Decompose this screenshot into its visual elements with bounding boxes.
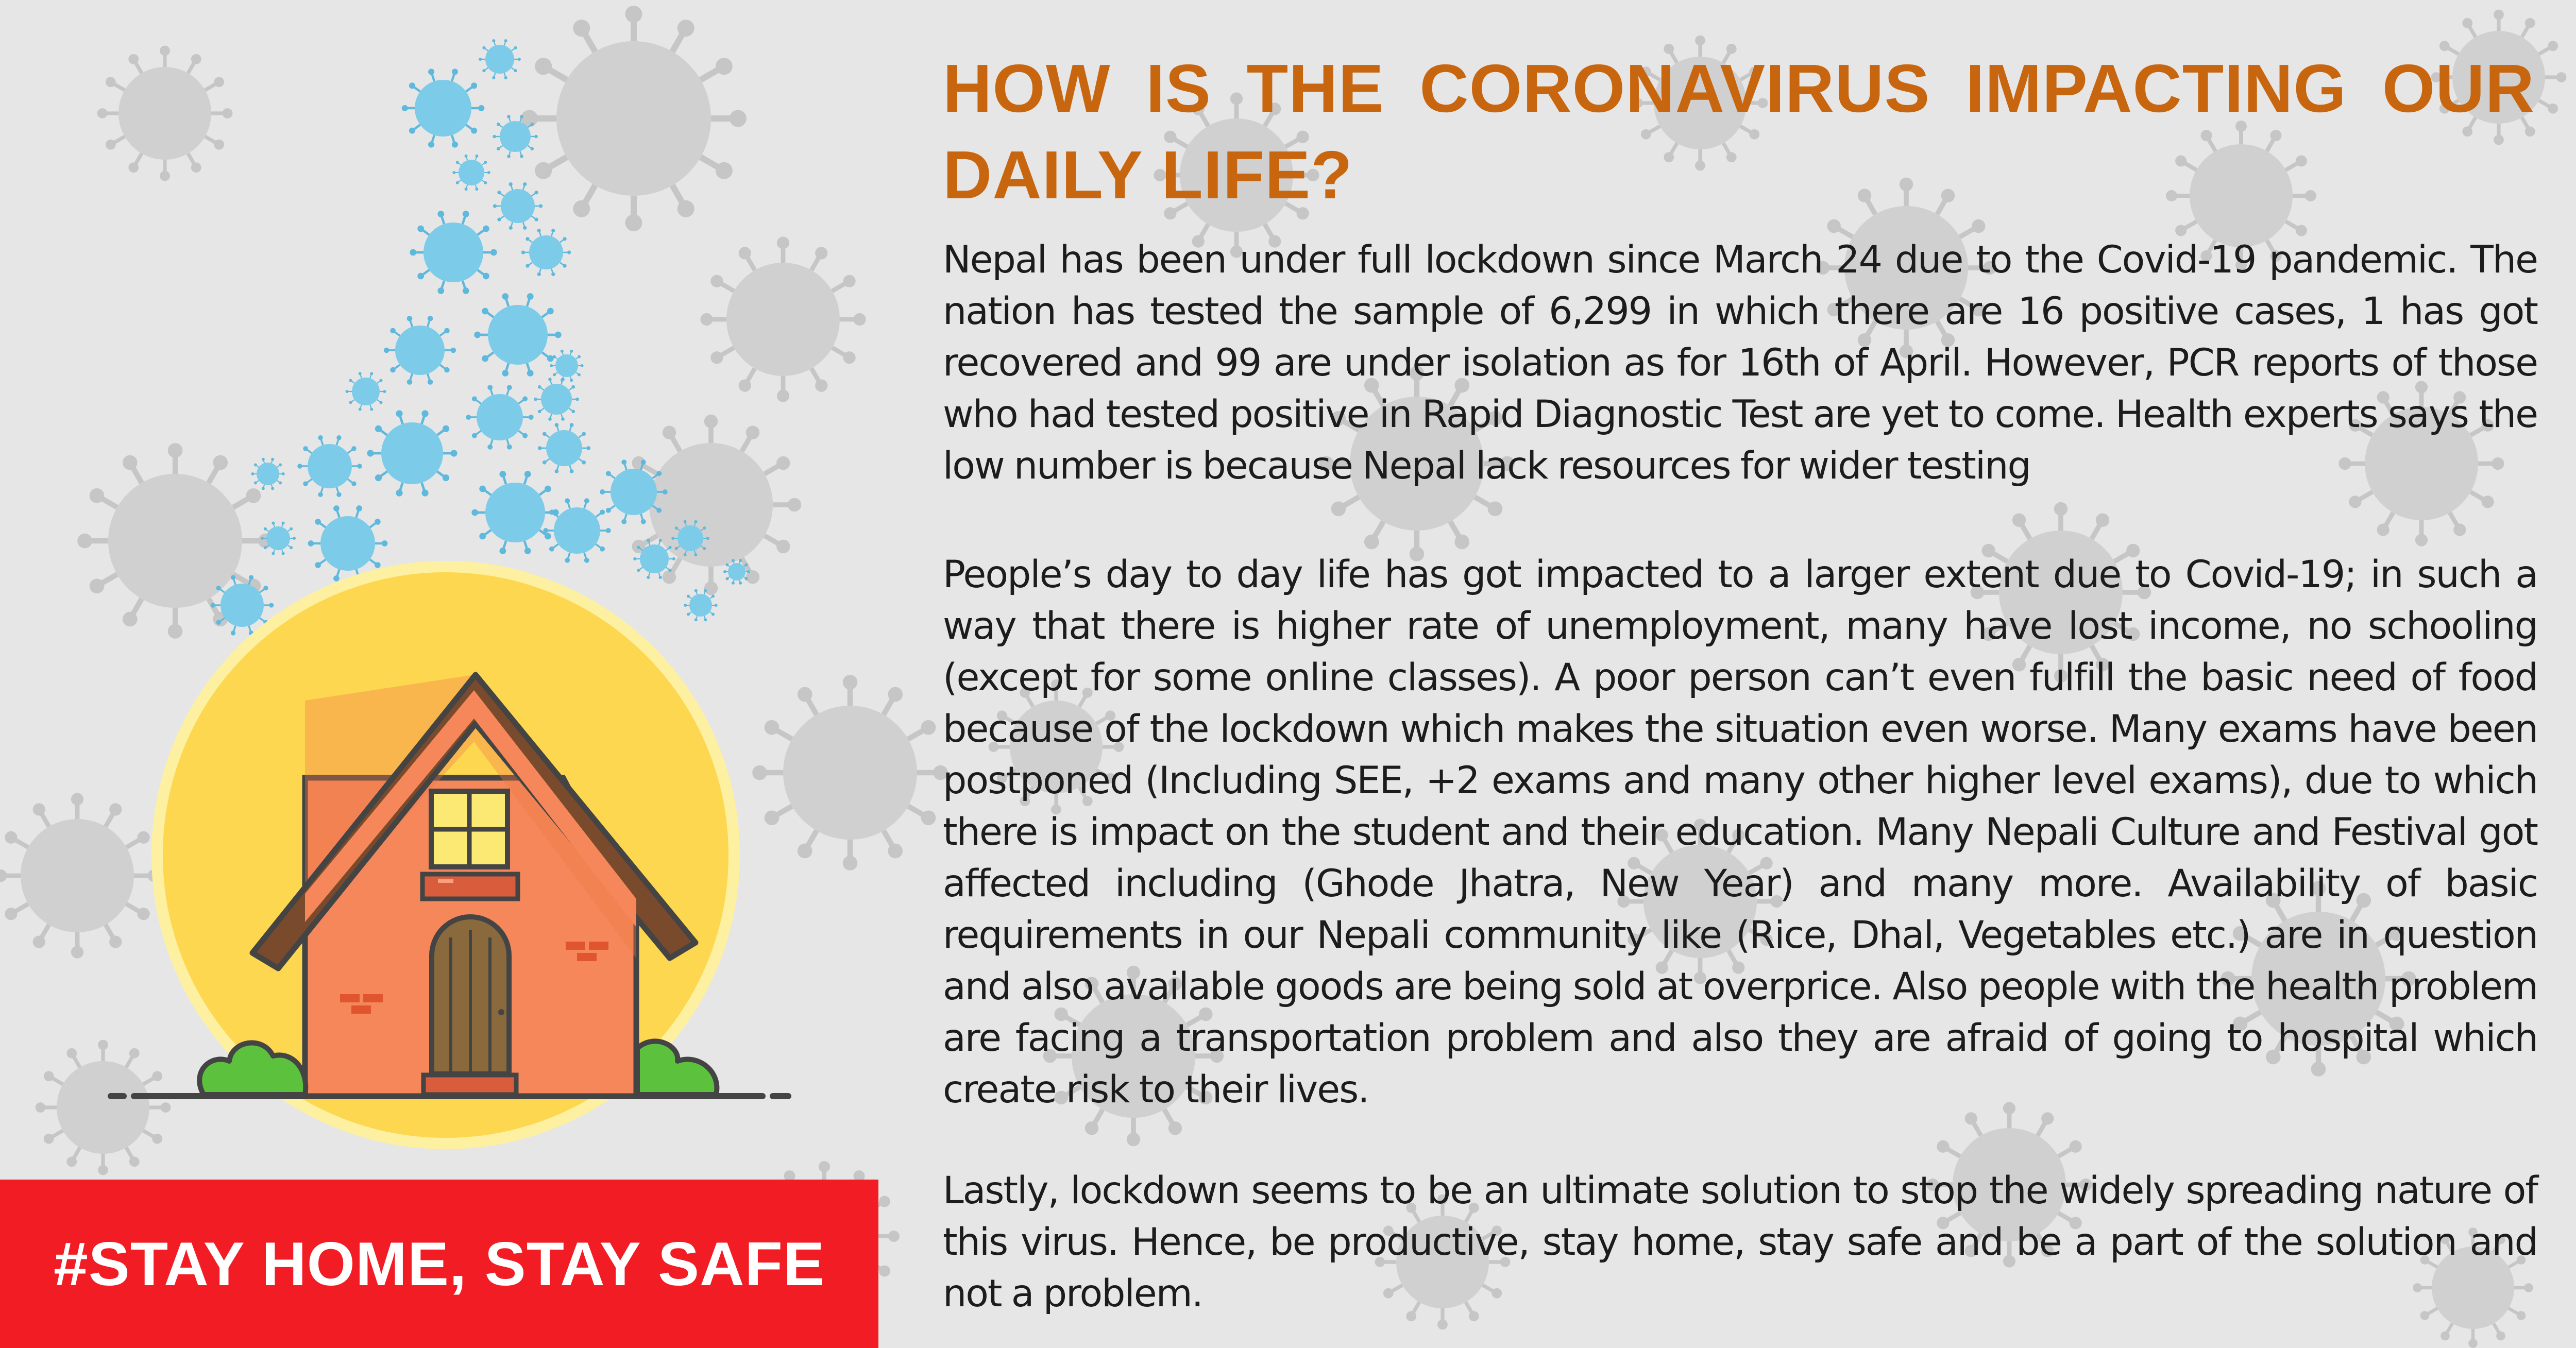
virus-icon xyxy=(534,378,579,421)
virus-icon xyxy=(346,372,386,411)
virus-icon xyxy=(452,155,490,191)
virus-icon xyxy=(671,520,709,556)
virus-icon xyxy=(251,458,284,490)
virus-icon xyxy=(493,115,538,158)
paragraph-conclusion: Lastly, lockdown seems to be an ultimate solution to stop the widely spreading nature of this virus. Hence, be productive, stay home, stay safe and be a part of the solution and not a problem. xyxy=(943,1169,2537,1316)
house-illustration xyxy=(0,0,886,1180)
virus-icon xyxy=(493,182,543,230)
virus-icon xyxy=(479,39,521,79)
virus-icon xyxy=(600,459,667,524)
virus-icon xyxy=(384,316,456,385)
page-title: HOW IS THE CORONAVIRUS IMPACTING OUR DAILY LIFE? xyxy=(943,50,2535,213)
virus-icon xyxy=(550,350,583,382)
floating-virus-icons xyxy=(211,39,750,636)
virus-icon xyxy=(471,471,558,554)
virus-icon xyxy=(684,589,717,621)
virus-icon xyxy=(474,293,561,377)
virus-icon xyxy=(633,539,675,579)
virus-icon xyxy=(543,498,611,562)
paragraph-daily-life-impact: People’s day to day life has got impacted to a larger extent due to Covid-19; in such a way that there is higher rate of unemployment, many have lost income, no schooling (except for some online classes). A poor person can’t even fulfill the basic need of food because of the lockdown which makes the situation even worse. Many exams have been postponed (Including SEE, +2 exams and many other higher level exams), due to which there is impact on the student and their education. Many Nepali Culture and Festival got affected including (Ghode Jhatra, New Year) and many more. Availability of basic requirements in our Nepali community like (Rice, Dhal, Vegetables etc.) are in question and also available goods are being sold at overprice. Also people with the health problem are facing a transportation problem and also they are afraid of going to hospital which create risk to their lives. xyxy=(943,553,2537,1112)
banner-text: #STAY HOME, STAY SAFE xyxy=(53,1229,825,1299)
virus-icon xyxy=(466,385,533,449)
virus-icon xyxy=(402,69,485,147)
virus-icon xyxy=(410,211,497,294)
virus-icon xyxy=(297,435,362,497)
paragraph-lockdown-status: Nepal has been under full lockdown since March 24 due to the Covid-19 pandemic. The nation has tested the sample of 6,299 in which there are 16 positive cases, 1 has got recovered and 99 are under isolation as for 16th of April. However, PCR reports of those who had tested positive in Rapid Diagnostic Test are yet to come. Health experts says the low number is because Nepal lack resources for wider testing xyxy=(943,238,2537,488)
virus-icon xyxy=(367,410,457,496)
virus-icon xyxy=(538,423,590,473)
virus-icon xyxy=(521,229,571,276)
virus-icon xyxy=(723,559,750,585)
virus-icon xyxy=(261,521,296,555)
stay-home-banner xyxy=(0,1180,878,1348)
